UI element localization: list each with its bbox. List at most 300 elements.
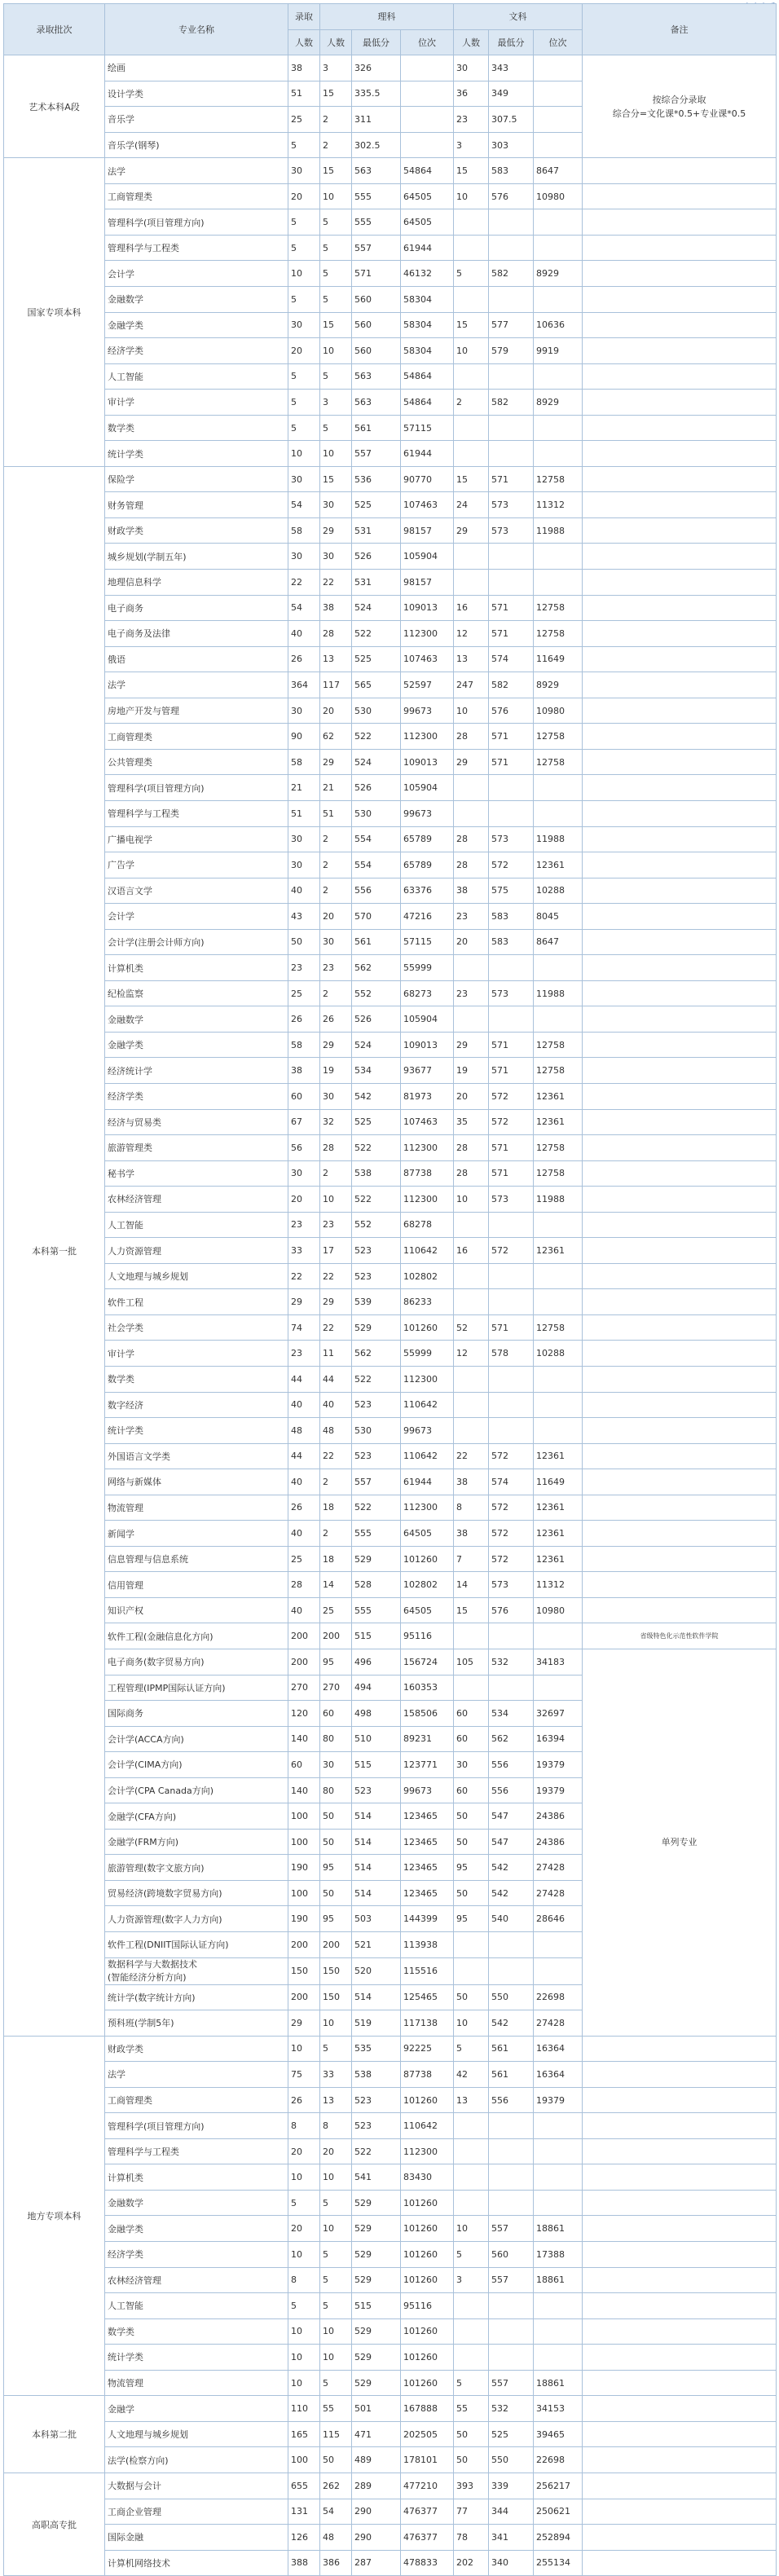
science-count-cell: 10 — [320, 2318, 352, 2345]
batch-cell: 本科第二批 — [4, 2396, 105, 2473]
science-min-cell: 523 — [352, 2113, 401, 2139]
major-cell: 贸易经济(跨境数字贸易方向) — [105, 1880, 288, 1906]
science-count-cell: 30 — [320, 492, 352, 518]
header-liberal-count: 人数 — [454, 29, 489, 55]
major-cell: 管理科学(项目管理方向) — [105, 2113, 288, 2139]
science-count-cell: 5 — [320, 2370, 352, 2396]
plan-count-cell: 20 — [288, 2138, 320, 2164]
plan-count-cell: 5 — [288, 209, 320, 236]
science-rank-cell: 105904 — [401, 1006, 454, 1033]
liberal-min-cell — [489, 2138, 534, 2164]
science-count-cell: 25 — [320, 1597, 352, 1623]
header-science-count: 人数 — [320, 29, 352, 55]
major-cell: 金融学类 — [105, 2216, 288, 2242]
science-count-cell: 3 — [320, 55, 352, 81]
major-cell: 金融数学 — [105, 287, 288, 313]
major-cell: 农林经济管理 — [105, 1187, 288, 1213]
liberal-count-cell: 28 — [454, 724, 489, 750]
plan-count-cell: 33 — [288, 1238, 320, 1264]
science-rank-cell: 99673 — [401, 800, 454, 826]
liberal-min-cell: 561 — [489, 2062, 534, 2088]
liberal-rank-cell — [534, 2164, 583, 2191]
major-cell: 管理科学(项目管理方向) — [105, 209, 288, 236]
science-rank-cell: 476377 — [401, 2525, 454, 2551]
remark-cell — [583, 363, 777, 390]
liberal-min-cell — [489, 2164, 534, 2191]
science-rank-cell: 99673 — [401, 698, 454, 724]
science-min-cell: 523 — [352, 1443, 401, 1469]
remark-cell — [583, 183, 777, 209]
plan-count-cell: 51 — [288, 81, 320, 107]
remark-cell — [583, 1392, 777, 1418]
science-rank-cell: 101260 — [401, 2087, 454, 2113]
liberal-rank-cell: 16364 — [534, 2036, 583, 2062]
liberal-count-cell: 77 — [454, 2499, 489, 2525]
liberal-min-cell — [489, 235, 534, 261]
plan-count-cell: 10 — [288, 2370, 320, 2396]
science-rank-cell: 102802 — [401, 1572, 454, 1598]
liberal-count-cell: 10 — [454, 338, 489, 364]
major-cell: 法学 — [105, 158, 288, 184]
liberal-min-cell — [489, 800, 534, 826]
table-row — [4, 338, 777, 364]
plan-count-cell: 54 — [288, 492, 320, 518]
major-cell: 统计学类 — [105, 2345, 288, 2371]
liberal-count-cell — [454, 2293, 489, 2319]
liberal-count-cell: 10 — [454, 2010, 489, 2037]
remark-cell — [583, 312, 777, 338]
liberal-count-cell: 36 — [454, 81, 489, 107]
major-cell: 统计学类 — [105, 441, 288, 467]
table-row — [4, 2293, 777, 2319]
major-cell: 工商管理类 — [105, 2087, 288, 2113]
remark-cell — [583, 1341, 777, 1367]
plan-count-cell: 110 — [288, 2396, 320, 2422]
major-cell: 俄语 — [105, 646, 288, 672]
liberal-rank-cell — [534, 2318, 583, 2345]
table-row — [4, 724, 777, 750]
remark-cell — [583, 1083, 777, 1109]
science-rank-cell: 105904 — [401, 544, 454, 570]
liberal-min-cell — [489, 2318, 534, 2345]
liberal-rank-cell: 12361 — [534, 1521, 583, 1547]
science-min-cell: 523 — [352, 1238, 401, 1264]
table-row — [4, 2447, 777, 2473]
science-rank-cell: 101260 — [401, 2190, 454, 2216]
plan-count-cell: 8 — [288, 2267, 320, 2293]
plan-count-cell: 388 — [288, 2550, 320, 2576]
science-min-cell: 501 — [352, 2396, 401, 2422]
liberal-count-cell — [454, 2318, 489, 2345]
liberal-count-cell: 20 — [454, 1083, 489, 1109]
science-min-cell: 554 — [352, 852, 401, 878]
major-cell: 信息管理与信息系统 — [105, 1546, 288, 1572]
table-row — [4, 441, 777, 467]
major-cell: 会计学 — [105, 261, 288, 287]
liberal-rank-cell: 27428 — [534, 2010, 583, 2037]
science-min-cell: 496 — [352, 1649, 401, 1676]
science-count-cell: 2 — [320, 852, 352, 878]
liberal-rank-cell: 8647 — [534, 158, 583, 184]
science-count-cell: 15 — [320, 466, 352, 492]
table-row — [4, 1546, 777, 1572]
liberal-rank-cell: 12758 — [534, 621, 583, 647]
liberal-count-cell: 10 — [454, 698, 489, 724]
table-row — [4, 544, 777, 570]
liberal-rank-cell — [534, 1675, 583, 1701]
remark-cell — [583, 2036, 777, 2062]
liberal-min-cell: 572 — [489, 1546, 534, 1572]
liberal-count-cell — [454, 1289, 489, 1315]
major-cell: 绘画 — [105, 55, 288, 81]
table-row — [4, 2242, 777, 2268]
science-min-cell: 498 — [352, 1701, 401, 1727]
liberal-count-cell: 50 — [454, 2421, 489, 2447]
table-row — [4, 1469, 777, 1495]
liberal-rank-cell — [534, 1623, 583, 1649]
table-row — [4, 2087, 777, 2113]
liberal-rank-cell: 12758 — [534, 1058, 583, 1084]
science-min-cell: 529 — [352, 2318, 401, 2345]
science-min-cell: 552 — [352, 980, 401, 1006]
header-plan-count: 人数 — [288, 29, 320, 55]
remark-cell — [583, 466, 777, 492]
science-min-cell: 570 — [352, 904, 401, 930]
plan-count-cell: 100 — [288, 1829, 320, 1855]
plan-count-cell: 22 — [288, 570, 320, 596]
science-min-cell: 522 — [352, 621, 401, 647]
science-min-cell: 311 — [352, 107, 401, 133]
major-cell: 公共管理类 — [105, 749, 288, 775]
science-rank-cell — [401, 81, 454, 107]
plan-count-cell: 40 — [288, 621, 320, 647]
science-rank-cell: 101260 — [401, 2318, 454, 2345]
liberal-rank-cell: 24386 — [534, 1803, 583, 1830]
remark-cell — [583, 1572, 777, 1598]
science-count-cell: 5 — [320, 261, 352, 287]
plan-count-cell: 8 — [288, 2113, 320, 2139]
major-cell: 国际金融 — [105, 2525, 288, 2551]
major-cell: 经济与贸易类 — [105, 1109, 288, 1135]
science-count-cell: 5 — [320, 2293, 352, 2319]
table-row — [4, 2138, 777, 2164]
science-rank-cell: 68273 — [401, 980, 454, 1006]
liberal-rank-cell — [534, 800, 583, 826]
major-cell: 社会学类 — [105, 1314, 288, 1341]
remark-cell — [583, 1597, 777, 1623]
science-rank-cell: 107463 — [401, 1109, 454, 1135]
liberal-count-cell — [454, 2138, 489, 2164]
science-min-cell: 538 — [352, 2062, 401, 2088]
science-min-cell: 510 — [352, 1726, 401, 1752]
plan-count-cell: 30 — [288, 852, 320, 878]
major-cell: 人力资源管理 — [105, 1238, 288, 1264]
liberal-rank-cell: 11649 — [534, 1469, 583, 1495]
science-min-cell: 529 — [352, 2190, 401, 2216]
major-cell: 会计学(CPA Canada方向) — [105, 1777, 288, 1803]
remark-cell — [583, 158, 777, 184]
liberal-count-cell — [454, 775, 489, 801]
liberal-min-cell — [489, 955, 534, 981]
science-min-cell: 515 — [352, 2293, 401, 2319]
remark-cell — [583, 287, 777, 313]
major-cell: 人文地理与城乡规划 — [105, 2421, 288, 2447]
science-rank-cell: 89231 — [401, 1726, 454, 1752]
major-cell: 审计学 — [105, 1341, 288, 1367]
liberal-min-cell: 550 — [489, 2447, 534, 2473]
liberal-rank-cell — [534, 1957, 583, 1984]
liberal-rank-cell: 34183 — [534, 1649, 583, 1676]
science-count-cell: 44 — [320, 1366, 352, 1392]
liberal-rank-cell — [534, 107, 583, 133]
table-row — [4, 2370, 777, 2396]
science-count-cell: 2 — [320, 132, 352, 158]
major-cell: 工商管理类 — [105, 724, 288, 750]
major-cell: 管理科学与工程类 — [105, 800, 288, 826]
major-cell: 管理科学与工程类 — [105, 235, 288, 261]
science-count-cell: 54 — [320, 2499, 352, 2525]
science-rank-cell: 64505 — [401, 209, 454, 236]
table-row — [4, 2113, 777, 2139]
plan-count-cell: 23 — [288, 955, 320, 981]
plan-count-cell: 30 — [288, 1160, 320, 1187]
plan-count-cell: 190 — [288, 1906, 320, 1932]
table-row — [4, 1314, 777, 1341]
remark-cell — [583, 2421, 777, 2447]
science-rank-cell: 64505 — [401, 1597, 454, 1623]
science-count-cell: 29 — [320, 1289, 352, 1315]
remark-cell — [583, 1238, 777, 1264]
table-row — [4, 2345, 777, 2371]
liberal-rank-cell — [534, 55, 583, 81]
plan-count-cell: 5 — [288, 363, 320, 390]
plan-count-cell: 140 — [288, 1726, 320, 1752]
remark-cell — [583, 646, 777, 672]
science-count-cell: 48 — [320, 1418, 352, 1444]
plan-count-cell: 43 — [288, 904, 320, 930]
science-rank-cell: 90770 — [401, 466, 454, 492]
science-rank-cell: 112300 — [401, 1495, 454, 1521]
remark-cell — [583, 672, 777, 698]
liberal-count-cell: 15 — [454, 312, 489, 338]
liberal-count-cell: 16 — [454, 1238, 489, 1264]
science-rank-cell: 86233 — [401, 1289, 454, 1315]
major-cell: 工商企业管理 — [105, 2499, 288, 2525]
science-count-cell: 22 — [320, 1263, 352, 1289]
liberal-rank-cell: 19379 — [534, 1777, 583, 1803]
liberal-rank-cell: 8929 — [534, 261, 583, 287]
plan-count-cell: 10 — [288, 2318, 320, 2345]
science-count-cell: 30 — [320, 1752, 352, 1778]
major-cell: 软件工程(DNIIT国际认证方向) — [105, 1932, 288, 1958]
science-min-cell: 514 — [352, 1829, 401, 1855]
major-cell: 金融学(FRM方向) — [105, 1829, 288, 1855]
header-major: 专业名称 — [105, 4, 288, 55]
plan-count-cell: 26 — [288, 2087, 320, 2113]
table-row — [4, 390, 777, 416]
liberal-min-cell: 540 — [489, 1906, 534, 1932]
liberal-min-cell — [489, 415, 534, 441]
science-rank-cell: 125465 — [401, 1984, 454, 2010]
science-rank-cell: 57115 — [401, 415, 454, 441]
plan-count-cell: 20 — [288, 2216, 320, 2242]
liberal-rank-cell — [534, 2293, 583, 2319]
plan-count-cell: 5 — [288, 2190, 320, 2216]
liberal-rank-cell: 10980 — [534, 1597, 583, 1623]
liberal-count-cell: 10 — [454, 1187, 489, 1213]
liberal-rank-cell — [534, 81, 583, 107]
science-min-cell: 514 — [352, 1880, 401, 1906]
table-row — [4, 749, 777, 775]
science-rank-cell: 105904 — [401, 775, 454, 801]
liberal-rank-cell: 10980 — [534, 183, 583, 209]
science-count-cell: 10 — [320, 338, 352, 364]
liberal-count-cell: 15 — [454, 158, 489, 184]
liberal-rank-cell: 39465 — [534, 2421, 583, 2447]
liberal-rank-cell: 10980 — [534, 698, 583, 724]
liberal-min-cell: 572 — [489, 1521, 534, 1547]
liberal-rank-cell: 12361 — [534, 1443, 583, 1469]
science-min-cell: 534 — [352, 1058, 401, 1084]
science-count-cell: 50 — [320, 2447, 352, 2473]
plan-count-cell: 58 — [288, 1032, 320, 1058]
liberal-rank-cell: 12758 — [534, 466, 583, 492]
science-count-cell: 13 — [320, 646, 352, 672]
remark-cell — [583, 2216, 777, 2242]
science-count-cell: 10 — [320, 2010, 352, 2037]
liberal-count-cell: 3 — [454, 132, 489, 158]
science-min-cell: 525 — [352, 492, 401, 518]
major-cell: 人文地理与城乡规划 — [105, 1263, 288, 1289]
liberal-count-cell: 29 — [454, 517, 489, 544]
science-count-cell: 270 — [320, 1675, 352, 1701]
liberal-min-cell: 557 — [489, 2216, 534, 2242]
science-min-cell: 530 — [352, 698, 401, 724]
science-min-cell: 538 — [352, 1160, 401, 1187]
remark-cell — [583, 1109, 777, 1135]
liberal-min-cell: 557 — [489, 2267, 534, 2293]
liberal-count-cell: 28 — [454, 852, 489, 878]
science-count-cell: 18 — [320, 1546, 352, 1572]
science-rank-cell: 107463 — [401, 646, 454, 672]
science-rank-cell: 98157 — [401, 570, 454, 596]
liberal-min-cell: 582 — [489, 390, 534, 416]
major-cell: 网络与新媒体 — [105, 1469, 288, 1495]
plan-count-cell: 40 — [288, 1469, 320, 1495]
science-count-cell: 10 — [320, 441, 352, 467]
science-rank-cell: 112300 — [401, 1187, 454, 1213]
science-rank-cell: 123465 — [401, 1829, 454, 1855]
plan-count-cell: 5 — [288, 132, 320, 158]
science-rank-cell: 54864 — [401, 363, 454, 390]
plan-count-cell: 23 — [288, 1341, 320, 1367]
major-cell: 审计学 — [105, 390, 288, 416]
science-rank-cell: 98157 — [401, 517, 454, 544]
liberal-rank-cell: 11988 — [534, 517, 583, 544]
science-rank-cell: 58304 — [401, 312, 454, 338]
liberal-min-cell: 571 — [489, 1135, 534, 1161]
science-rank-cell: 63376 — [401, 878, 454, 904]
science-rank-cell: 65789 — [401, 826, 454, 852]
liberal-min-cell: 556 — [489, 1777, 534, 1803]
science-count-cell: 19 — [320, 1058, 352, 1084]
remark-cell — [583, 1187, 777, 1213]
liberal-count-cell: 105 — [454, 1649, 489, 1676]
liberal-min-cell: 556 — [489, 2087, 534, 2113]
plan-count-cell: 5 — [288, 235, 320, 261]
liberal-count-cell — [454, 209, 489, 236]
remark-cell — [583, 852, 777, 878]
table-row — [4, 800, 777, 826]
remark-cell — [583, 209, 777, 236]
liberal-rank-cell — [534, 1263, 583, 1289]
header-liberal: 文科 — [454, 4, 583, 30]
science-count-cell: 262 — [320, 2473, 352, 2499]
liberal-min-cell: 340 — [489, 2550, 534, 2576]
science-rank-cell: 158506 — [401, 1701, 454, 1727]
major-cell: 数学类 — [105, 415, 288, 441]
header-batch: 录取批次 — [4, 4, 105, 55]
science-rank-cell — [401, 107, 454, 133]
science-rank-cell: 202505 — [401, 2421, 454, 2447]
table-row — [4, 1187, 777, 1213]
liberal-min-cell: 577 — [489, 312, 534, 338]
liberal-min-cell: 547 — [489, 1829, 534, 1855]
liberal-count-cell — [454, 1366, 489, 1392]
science-min-cell: 515 — [352, 1752, 401, 1778]
table-row — [4, 1083, 777, 1109]
science-rank-cell: 178101 — [401, 2447, 454, 2473]
liberal-count-cell — [454, 2164, 489, 2191]
science-min-cell: 526 — [352, 1006, 401, 1033]
science-rank-cell: 54864 — [401, 158, 454, 184]
major-cell: 数字经济 — [105, 1392, 288, 1418]
liberal-min-cell — [489, 1289, 534, 1315]
remark-cell — [583, 2550, 777, 2576]
liberal-count-cell: 78 — [454, 2525, 489, 2551]
liberal-min-cell: 534 — [489, 1701, 534, 1727]
science-count-cell: 15 — [320, 81, 352, 107]
liberal-min-cell: 307.5 — [489, 107, 534, 133]
liberal-rank-cell: 28646 — [534, 1906, 583, 1932]
science-count-cell: 10 — [320, 2164, 352, 2191]
science-count-cell: 18 — [320, 1495, 352, 1521]
plan-count-cell: 20 — [288, 338, 320, 364]
liberal-min-cell: 572 — [489, 1443, 534, 1469]
liberal-count-cell — [454, 235, 489, 261]
liberal-min-cell: 583 — [489, 929, 534, 955]
science-min-cell: 522 — [352, 724, 401, 750]
remark-cell — [583, 1212, 777, 1238]
table-row — [4, 2396, 777, 2422]
liberal-count-cell — [454, 1006, 489, 1033]
table-row — [4, 1597, 777, 1623]
liberal-min-cell — [489, 1932, 534, 1958]
science-rank-cell — [401, 132, 454, 158]
liberal-rank-cell: 16394 — [534, 1726, 583, 1752]
plan-count-cell: 655 — [288, 2473, 320, 2499]
plan-count-cell: 40 — [288, 878, 320, 904]
liberal-min-cell: 525 — [489, 2421, 534, 2447]
major-cell: 财务管理 — [105, 492, 288, 518]
remark-cell — [583, 2473, 777, 2499]
remark-cell — [583, 1160, 777, 1187]
major-cell: 物流管理 — [105, 1495, 288, 1521]
major-cell: 财政学类 — [105, 2036, 288, 2062]
liberal-min-cell: 578 — [489, 1341, 534, 1367]
science-min-cell: 560 — [352, 312, 401, 338]
major-cell: 大数据与会计 — [105, 2473, 288, 2499]
